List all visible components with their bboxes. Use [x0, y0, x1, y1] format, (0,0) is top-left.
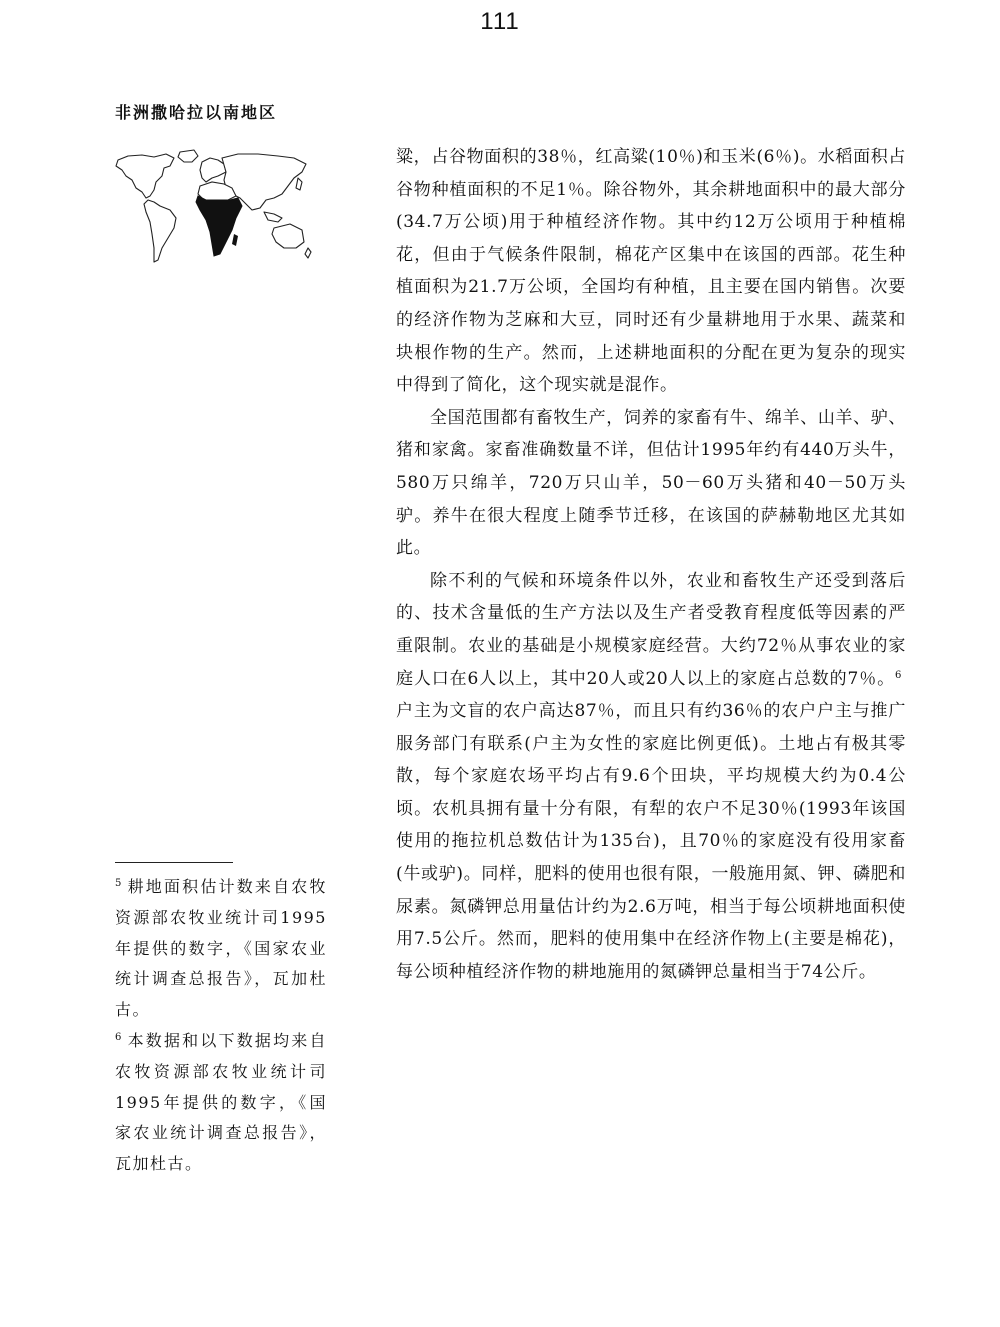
new-zealand-outline — [305, 248, 311, 258]
paragraph-constraints — [396, 565, 906, 989]
greenland-outline — [178, 150, 198, 162]
south-america-outline — [144, 200, 176, 262]
paragraph-constraints-part1: 除不利的气候和环境条件以外，农业和畜牧生产还受到落后的、技术含量低的生产方法以及生产者受教育程度低等因素的严重限制。农业的基础是小规模家庭经营。大约72％从事农业的家庭人口在6人以上，其中20人或20人以上的家庭占总数的7％。 — [396, 570, 906, 689]
paragraph-constraints-part2: 户主为文盲的农户高达87％，而且只有约36％的农户户主与推广服务部门有联系(户主为女性的家庭比例更低)。土地占有极其零散，每个家庭农场平均占有9.6个田块，平均规模大约为0.4公顷。农机具拥有量十分有限，有犁的农户不足30％(1993年该国使用的拖拉机总数估计为135台)，且70％的家庭没有役用家畜(牛或驴)。同样，肥料的使用也很有限，一般施用氮、钾、磷肥和尿素。氮磷钾总用量估计约为2.6万吨，相当于每公顷耕地面积使用7.5公斤。然而，肥料的使用集中在经济作物上(主要是棉花)，每公顷种植经济作物的耕地施用的氮磷钾总量相当于74公斤。 — [396, 701, 906, 982]
japan-outline — [296, 178, 302, 190]
main-text — [396, 141, 906, 988]
world-map-icon — [114, 148, 314, 266]
madagascar-highlight — [232, 234, 238, 246]
north-america-outline — [116, 154, 174, 198]
page-number: 111 — [480, 8, 520, 35]
paragraph-crops: 粱，占谷物面积的38％，红高粱(10％)和玉米(6％)。水稻面积占谷物种植面积的不足1％。除谷物外，其余耕地面积中的最大部分(34.7万公顷)用于种植经济作物。其中约12万公顷用于种植棉花，但由于气候条件限制，棉花产区集中在该国的西部。花生种植面积为21.7万公顷，全国均有种植，且主要在国内销售。次要的经济作物为芝麻和大豆，同时还有少量耕地用于水果、蔬菜和块根作物的生产。然而，上述耕地面积的分配在更为复杂的现实中得到了简化，这个现实就是混作。 — [396, 147, 906, 396]
world-map — [114, 148, 314, 266]
footnote-5 — [115, 872, 327, 1026]
footnote-5-mark: 5 — [115, 878, 123, 889]
europe-outline — [200, 158, 226, 182]
footnote-reference-6: 6 — [895, 669, 902, 681]
footnotes — [115, 872, 327, 1180]
paragraph-livestock: 全国范围都有畜牧生产，饲养的家畜有牛、绵羊、山羊、驴、猪和家禽。家畜准确数量不详，但估计1995年约有440万头牛，580万只绵羊，720万只山羊，50－60万头猪和40－50万头驴。养牛在很大程度上随季节迁移，在该国的萨赫勒地区尤其如此。 — [396, 407, 906, 559]
region-title: 非洲撒哈拉以南地区 — [115, 103, 278, 122]
footnote-6 — [115, 1026, 327, 1180]
footnote-6-mark: 6 — [115, 1031, 123, 1043]
footnote-divider — [115, 862, 233, 863]
australia-outline — [272, 224, 304, 248]
sub-saharan-africa-highlight — [196, 196, 242, 256]
footnote-6-text: 本数据和以下数据均来自农牧资源部农牧业统计司1995年提供的数字，《国家农业统计调查总报告》，瓦加杜古。 — [115, 1030, 327, 1174]
islands-outline — [264, 212, 282, 222]
footnote-5-text: 耕地面积估计数来自农牧资源部农牧业统计司1995年提供的数字，《国家农业统计调查总报告》，瓦加杜古。 — [115, 877, 327, 1020]
